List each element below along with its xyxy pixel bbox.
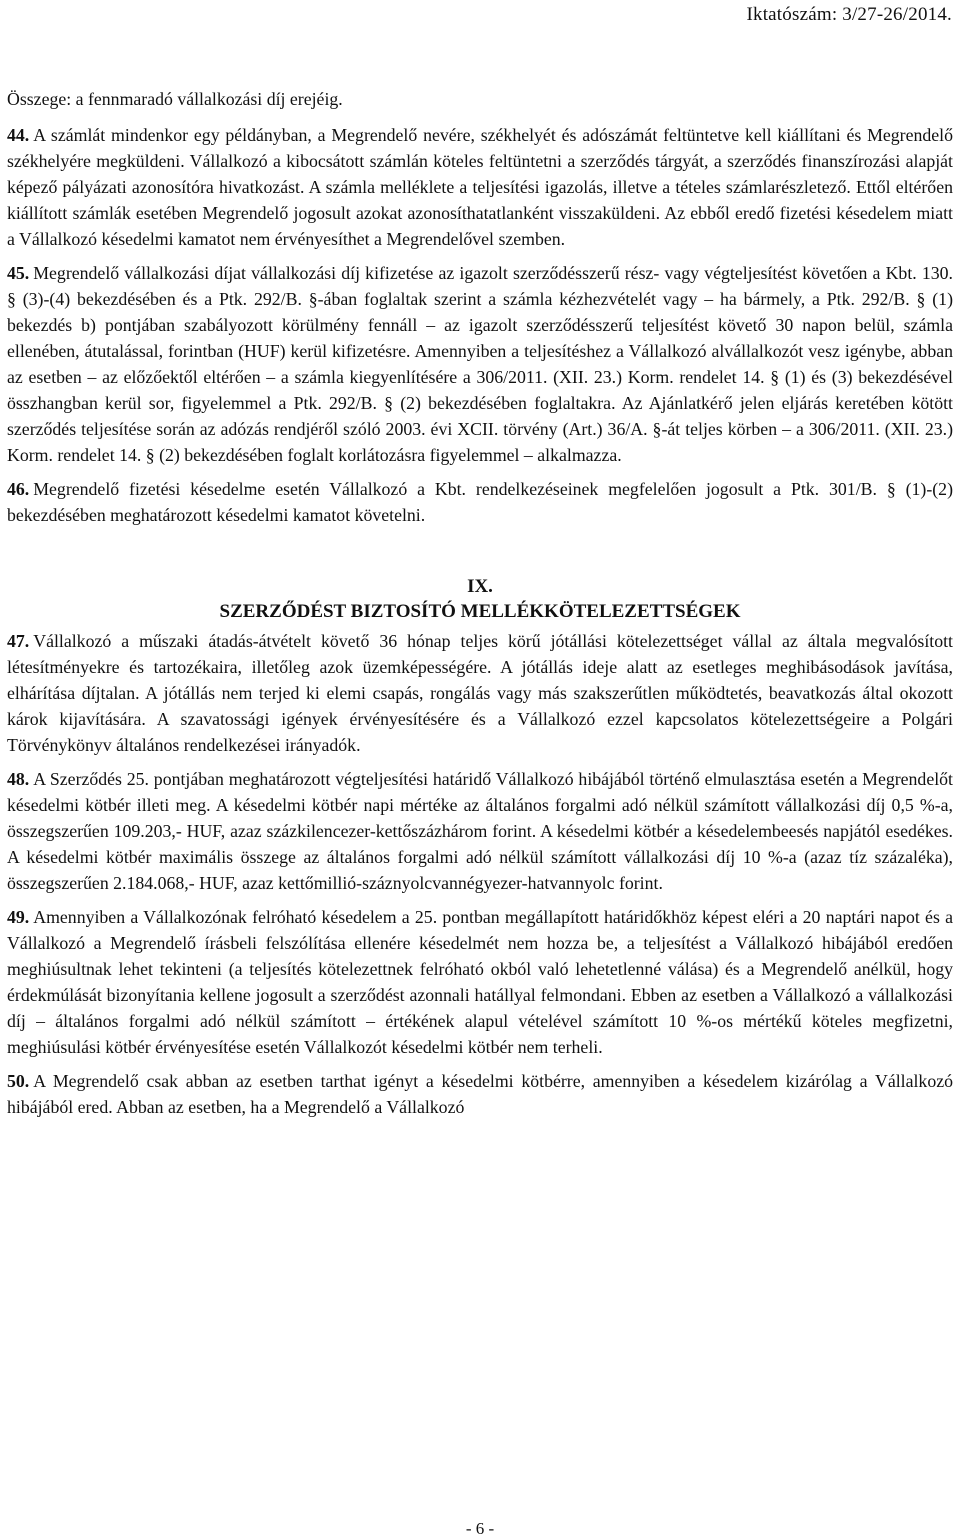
- paragraph-text: Amennyiben a Vállalkozónak felróható késedelem a 25. pontban megállapított határidőkhöz képest eléri a 20 naptári napot és a Vállalkozó a Megrendelő írásbeli felszólítása ellenére késedelmét nem hozza be, a teljesítést a Vállalkozó hibájából eredően meghiúsultnak lehet tekinteni (a teljesítés kötelezettnek felróható okból való lehetetlenné válása) és a Megrendelő anélkül, hogy érdekmúlását bizonyítania kellene jogosult a szerződést azonnali hatállyal felmondani. Ebben az esetben a Vállalkozó a vállalkozási díj – általános forgalmi adó nélkül számított – értékének alapul vételével számított 10 %-os mértékű köteles megfizetni, meghiúsulási kötbér érvényesítése esetén Vállalkozót késedelmi kötbér nem terheli.: [7, 907, 953, 1057]
- paragraph-number: 49.: [7, 907, 30, 927]
- paragraph-text: A Megrendelő csak abban az esetben tarthat igényt a késedelmi kötbérre, amennyiben a késedelem kizárólag a Vállalkozó hibájából ered. Abban az esetben, ha a Megrendelő a Vállalkozó: [7, 1071, 953, 1117]
- paragraph-text: A Szerződés 25. pontjában meghatározott végteljesítési határidő Vállalkozó hibájából történő elmulasztása esetén a Megrendelőt késedelmi kötbér illeti meg. A késedelmi kötbér napi mértéke az általános forgalmi adó nélkül számított vállalkozási díj 0,5 %-a, összegszerűen 109.203,- HUF, azaz százkilencezer-kettőszázhárom forint. A késedelmi kötbér a késedelembeesés napjától esedékes. A késedelmi kötbér maximális összege az általános forgalmi adó nélkül számított vállalkozási díj 10 %-a (azaz tíz százaléka), összegszerűen 2.184.068,- HUF, azaz kettőmillió-száznyolcvannégyezer-hatvannyolc forint.: [7, 769, 953, 893]
- paragraph-number: 44.: [7, 125, 30, 145]
- registration-number: Iktatószám: 3/27-26/2014.: [746, 4, 952, 25]
- paragraph-46: [7, 476, 953, 528]
- section-title: SZERZŐDÉST BIZTOSÍTÓ MELLÉKKÖTELEZETTSÉGEK: [219, 601, 741, 622]
- paragraph-47: [7, 628, 953, 758]
- paragraph-text: Vállalkozó a műszaki átadás-átvételt követő 36 hónap teljes körű jótállási kötelezettséget vállal az általa megvalósított létesítményekre és tartozékaira, illetőleg azok üzemképességére. A jótállás ideje alatt az esetleges meghibásodások javítása, elhárítása díjtalan. A jótállás nem terjed ki elemi csapás, rongálás vagy más szakszerűtlen működtetés, beavatkozás által okozott károk kijavítására. A szavatossági igények érvényesítésére és a Vállalkozó ezzel kapcsolatos kötelezettségeire a Polgári Törvénykönyv általános rendelkezései irányadók.: [7, 631, 953, 755]
- paragraph-44: [7, 122, 953, 252]
- paragraph-45: [7, 260, 953, 468]
- page-number: - 6 -: [465, 1519, 495, 1538]
- paragraph-number: 46.: [7, 479, 30, 499]
- paragraph-text: Megrendelő vállalkozási díjat vállalkozási díj kifizetése az igazolt szerződésszerű rész- vagy végteljesítést követően a Kbt. 130. § (3)-(4) bekezdésében és a Ptk. 292/B. §-ában foglaltak szerint a számla kézhezvételét vagy – ha bármely, a Ptk. 292/B. § (1) bekezdés b) pontjában szabályozott körülmény fennáll – az igazolt szerződésszerű teljesítést követő 30 napon belül, számla ellenében, átutalással, forintban (HUF) kerül kifizetésre. Amennyiben a teljesítéshez a Vállalkozó alvállalkozót vesz igénybe, abban az esetben – az előzőektől eltérően – a számla kiegyenlítésére a 306/2011. (XII. 23.) Korm. rendelet 14. § (1) és (3) bekezdésével összhangban kerül sor, figyelemmel a Ptk. 292/B. § (2) bekezdésében foglaltakra. Az Ajánlatkérő jelen eljárás keretében kötött szerződés teljesítése során az adózás rendjéről szóló 2003. évi XCII. törvény (Art.) 36/A. §-át teljes körben – a 306/2011. (XII. 23.) Korm. rendelet 14. § (2) bekezdésében foglalt korlátozásra figyelemmel – alkalmazza.: [7, 263, 953, 465]
- paragraph-number: 47.: [7, 631, 30, 651]
- paragraph-text: Megrendelő fizetési késedelme esetén Vállalkozó a Kbt. rendelkezéseinek megfelelően jogosult a Ptk. 301/B. § (1)-(2) bekezdésében meghatározott késedelmi kamatot követelni.: [7, 479, 953, 525]
- paragraph-number: 50.: [7, 1071, 30, 1091]
- section-heading: [7, 574, 953, 624]
- paragraph-50: [7, 1068, 953, 1120]
- document-body: [7, 86, 953, 1128]
- section-roman-numeral: IX.: [467, 576, 493, 597]
- paragraph-number: 45.: [7, 263, 30, 283]
- paragraph-49: [7, 904, 953, 1060]
- paragraph-text: A számlát mindenkor egy példányban, a Megrendelő nevére, székhelyét és adószámát feltüntetve kell kiállítani és Megrendelő székhelyére megküldeni. Vállalkozó a kibocsátott számlán köteles feltüntetni a szerződés tárgyát, a szerződés finanszírozási alapját képező pályázati azonosítóra hivatkozást. A számla melléklete a teljesítési igazolás, illetve a tételes számlarészletező. Ettől eltérően kiállított számlák esetében Megrendelő jogosult azokat azonosíthatatlanként visszaküldeni. Az ebből eredő fizetési késedelem miatt a Vállalkozó késedelmi kamatot nem érvényesíthet a Megrendelővel szemben.: [7, 125, 953, 249]
- lead-sentence: Összege: a fennmaradó vállalkozási díj erejéig.: [7, 89, 343, 109]
- paragraph-48: [7, 766, 953, 896]
- paragraph-number: 48.: [7, 769, 30, 789]
